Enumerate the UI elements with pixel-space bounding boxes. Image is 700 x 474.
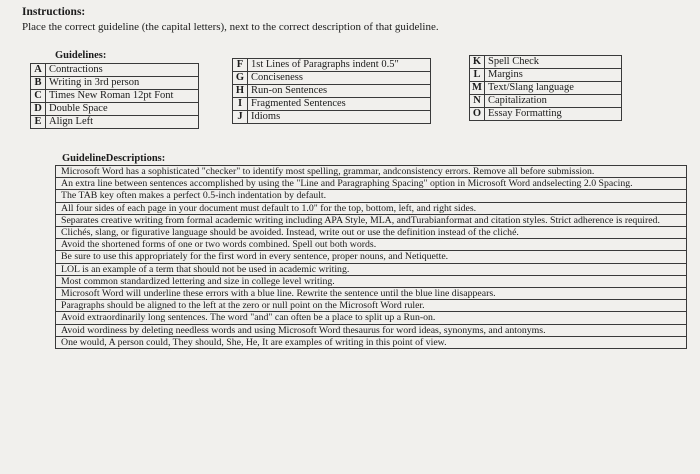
- guideline-letter: K: [470, 56, 485, 69]
- description-item: Avoid extraordinarily long sentences. The word "and" can often be a place to split up a Run-on.: [56, 311, 686, 323]
- description-item: Paragraphs should be aligned to the left at the zero or null point on the Microsoft Word ruler.: [56, 299, 686, 311]
- guideline-text: Capitalization: [485, 95, 622, 108]
- guideline-row: [31, 90, 199, 103]
- guideline-text: Spell Check: [485, 56, 622, 69]
- guideline-letter: C: [31, 90, 46, 103]
- guideline-letter: L: [470, 69, 485, 82]
- guidelines-table-3: [469, 55, 622, 121]
- guideline-letter: B: [31, 77, 46, 90]
- guideline-row: [31, 77, 199, 90]
- guideline-row: [470, 69, 622, 82]
- guideline-text: Fragmented Sentences: [248, 98, 431, 111]
- description-item: Microsoft Word will underline these errors with a blue line. Rewrite the sentence until the blue line disappears.: [56, 287, 686, 299]
- guideline-letter: H: [233, 85, 248, 98]
- guideline-text: Writing in 3rd person: [46, 77, 199, 90]
- description-item: Avoid the shortened forms of one or two words combined. Spell out both words.: [56, 238, 686, 250]
- description-item: An extra line between sentences accomplished by using the "Line and Paragraphing Spacing" option in Microsoft Word andselecting 2.0 Spacing.: [56, 177, 686, 189]
- guideline-letter: G: [233, 72, 248, 85]
- description-item: Avoid wordiness by deleting needless words and using Microsoft Word thesaurus for word ideas, synonyms, and antonyms.: [56, 324, 686, 336]
- guideline-letter: F: [233, 59, 248, 72]
- guideline-text: Essay Formatting: [485, 108, 622, 121]
- guidelines-table-2: [232, 58, 431, 124]
- guideline-text: Align Left: [46, 116, 199, 129]
- guideline-row: [233, 85, 431, 98]
- guideline-letter: I: [233, 98, 248, 111]
- guideline-text: Run-on Sentences: [248, 85, 431, 98]
- instructions-title: Instructions:: [22, 6, 86, 18]
- guideline-letter: D: [31, 103, 46, 116]
- description-item: Most common standardized lettering and size in college level writing.: [56, 275, 686, 287]
- guideline-letter: O: [470, 108, 485, 121]
- instructions-text: Place the correct guideline (the capital letters), next to the correct description of that guideline.: [22, 21, 439, 33]
- guideline-row: [31, 64, 199, 77]
- guideline-row: [470, 108, 622, 121]
- description-item: One would, A person could, They should, She, He, It are examples of writing in this point of view.: [56, 336, 686, 348]
- description-item: LOL is an example of a term that should not be used in academic writing.: [56, 263, 686, 275]
- guideline-row: [470, 82, 622, 95]
- guideline-text: 1st Lines of Paragraphs indent 0.5": [248, 59, 431, 72]
- description-item: Clichés, slang, or figurative language should be avoided. Instead, write out or use the definition instead of the cliché.: [56, 226, 686, 238]
- guideline-row: [233, 59, 431, 72]
- guideline-text: Times New Roman 12pt Font: [46, 90, 199, 103]
- descriptions-heading: GuidelineDescriptions:: [62, 153, 166, 164]
- description-item: Be sure to use this appropriately for the first word in every sentence, proper nouns, and Netiquette.: [56, 250, 686, 262]
- guideline-row: [233, 111, 431, 124]
- description-item: Separates creative writing from formal academic writing including APA Style, MLA, andTurabianformat and citation styles. Strict adherence is required.: [56, 214, 686, 226]
- guideline-text: Margins: [485, 69, 622, 82]
- guidelines-heading: Guidelines:: [55, 50, 107, 61]
- guideline-row: [470, 95, 622, 108]
- guidelines-table-1: [30, 63, 199, 129]
- guideline-letter: M: [470, 82, 485, 95]
- guideline-letter: N: [470, 95, 485, 108]
- guideline-letter: A: [31, 64, 46, 77]
- guideline-text: Contractions: [46, 64, 199, 77]
- guideline-row: [31, 116, 199, 129]
- descriptions-list: [55, 165, 687, 349]
- guideline-text: Idioms: [248, 111, 431, 124]
- guideline-text: Text/Slang language: [485, 82, 622, 95]
- guideline-row: [233, 72, 431, 85]
- guideline-text: Conciseness: [248, 72, 431, 85]
- guideline-letter: J: [233, 111, 248, 124]
- description-item: The TAB key often makes a perfect 0.5-inch indentation by default.: [56, 189, 686, 201]
- description-item: All four sides of each page in your document must default to 1.0" for the top, bottom, left, and right sides.: [56, 202, 686, 214]
- guideline-row: [233, 98, 431, 111]
- guideline-text: Double Space: [46, 103, 199, 116]
- description-item: Microsoft Word has a sophisticated "checker" to identify most spelling, grammar, andconsistency errors. Remove all before submission.: [61, 166, 595, 177]
- guideline-letter: E: [31, 116, 46, 129]
- guideline-row: [470, 56, 622, 69]
- guideline-row: [31, 103, 199, 116]
